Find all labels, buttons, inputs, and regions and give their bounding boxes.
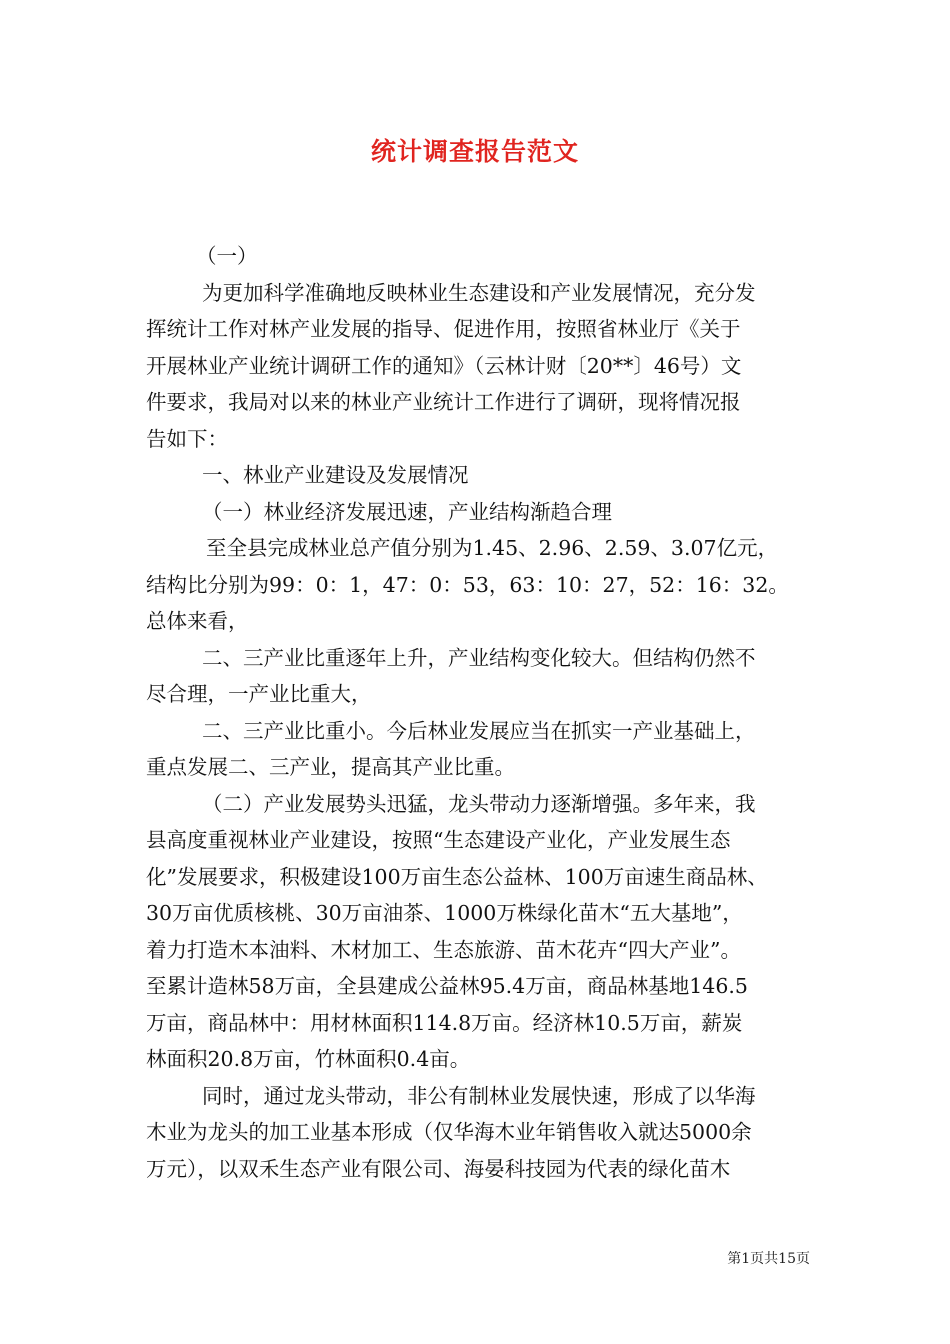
document-title: 统计调查报告范文: [370, 137, 579, 166]
paragraph-line: 件要求，我局对以来的林业产业统计工作进行了调研，现将情况报: [146, 390, 741, 414]
paragraph-line: 尽合理，一产业比重大，: [146, 682, 372, 706]
paragraph-line: （二）产业发展势头迅猛，龙头带动力逐渐增强。多年来，我: [202, 791, 756, 816]
paragraph-line: 同时，通过龙头带动，非公有制林业发展快速，形成了以华海: [202, 1083, 756, 1108]
paragraph-line: 至累计造林58万亩，全县建成公益林95.4万亩，商品林基地146.5: [146, 974, 748, 998]
paragraph-line: 告如下：: [146, 426, 228, 451]
paragraph-line: 林面积20.8万亩，竹林面积0.4亩。: [146, 1047, 471, 1071]
paragraph-line: 30万亩优质核桃、30万亩油茶、1000万株绿化苗木“五大基地”，: [146, 901, 743, 925]
paragraph-line: 县高度重视林业产业建设，按照“生态建设产业化，产业发展生态: [146, 828, 731, 852]
paragraph-line: 二、三产业比重逐年上升，产业结构变化较大。但结构仍然不: [202, 645, 756, 670]
paragraph-line: 万亩，商品林中：用材林面积114.8万亩。经济林10.5万亩，薪炭: [146, 1010, 743, 1035]
paragraph-line: 总体来看，: [146, 609, 249, 633]
paragraph-line: 至全县完成林业总产值分别为1.45、2.96、2.59、3.07亿元，: [206, 536, 779, 560]
paragraph-line: 着力打造木本油料、木材加工、生态旅游、苗木花卉“四大产业”。: [146, 937, 741, 962]
paragraph-line: 化”发展要求，积极建设100万亩生态公益林、100万亩速生商品林、: [146, 864, 768, 889]
paragraph-line: （一）: [196, 244, 258, 268]
subsection-heading: （一）林业经济发展迅速，产业结构渐趋合理: [202, 499, 612, 524]
paragraph-line: 开展林业产业统计调研工作的通知》（云林计财〔20**〕46号）文: [146, 353, 742, 378]
section-heading: 一、林业产业建设及发展情况: [202, 463, 469, 487]
paragraph-line: 为更加科学准确地反映林业生态建设和产业发展情况，充分发: [202, 280, 756, 305]
paragraph-line: 结构比分别为99：0：1，47：0：53，63：10：27，52：16：32。: [146, 572, 789, 597]
document-body: [146, 238, 816, 1187]
page-number: 第1页共15页: [727, 1251, 810, 1267]
paragraph-line: 重点发展二、三产业，提高其产业比重。: [146, 755, 515, 779]
paragraph-line: 万元），以双禾生态产业有限公司、海晏科技园为代表的绿化苗木: [146, 1156, 731, 1181]
paragraph-line: 二、三产业比重小。今后林业发展应当在抓实一产业基础上，: [202, 718, 756, 743]
paragraph-line: 挥统计工作对林产业发展的指导、促进作用，按照省林业厅《关于: [146, 317, 741, 341]
paragraph-line: 木业为龙头的加工业基本形成（仅华海木业年销售收入就达5000余: [146, 1120, 752, 1144]
